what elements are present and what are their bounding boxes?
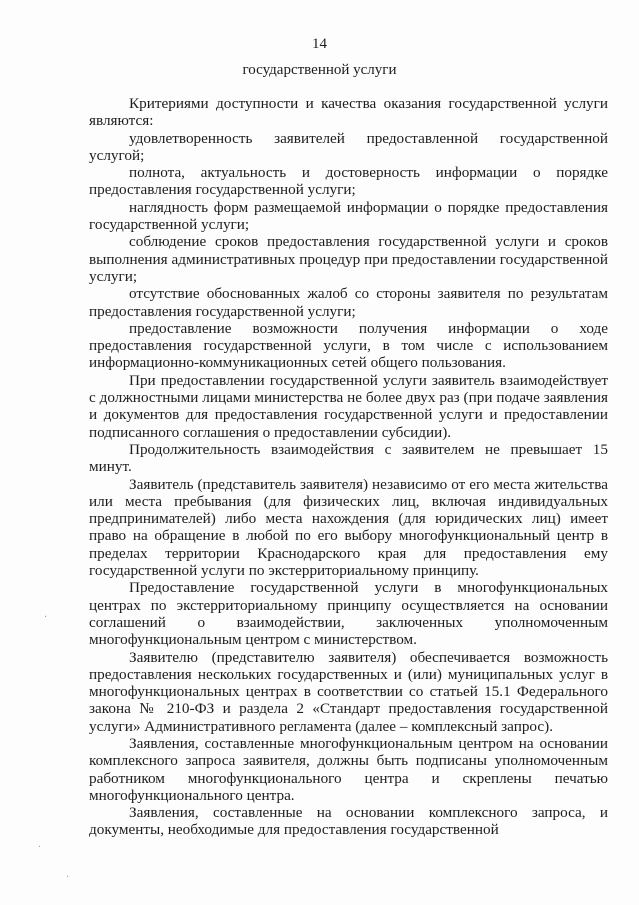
continued-heading: государственной услуги [242, 62, 397, 78]
paragraph-extraterritorial: Предоставление государственной услуги в многофункциональных центрах по экстерриториальному принципу осуществляется на основании соглашений о взаимодействии, заключенных уполномоченным многофункциональным центром с министерством. [89, 579, 608, 649]
paragraph-interaction-duration: Продолжительность взаимодействия с заявителем не превышает 15 минут. [89, 440, 608, 476]
scan-speck: · [66, 872, 70, 883]
scan-speck: · [38, 842, 42, 853]
paragraph-criteria-progress-info: предоставление возможности получения информации о ходе предоставления государственной услуги, в том числе с использованием информационно-коммуникационных сетей общего пользования. [89, 319, 608, 372]
paragraph-criteria-deadlines: соблюдение сроков предоставления государственной услуги и сроков выполнения административных процедур при предоставлении государственной услуги; [89, 233, 608, 285]
paragraph-criteria-no-complaints: отсутствие обоснованных жалоб со стороны заявителя по результатам предоставления государственной услуги; [89, 285, 608, 320]
paragraph-applications-signed: Заявления, составленные многофункциональным центром на основании комплексного запроса заявителя, должны быть подписаны уполномоченным работником многофункционального центра и скреплены печатью многофункционального центра. [89, 734, 608, 804]
paragraph-criteria-satisfaction: удовлетворенность заявителей предоставленной государственной услугой; [89, 129, 608, 164]
paragraph-criteria-clarity: наглядность форм размещаемой информации о порядке предоставления государственной услуги; [89, 198, 608, 234]
paragraph-criteria-intro: Критериями доступности и качества оказания государственной услуги являются: [89, 95, 608, 130]
paragraph-applicant-mfc-right: Заявитель (представитель заявителя) независимо от его места жительства или места пребывания (для физических лиц, включая индивидуальных предпринимателей) либо места нахождения (для юридических лиц) имеет право на обращение в любой по его выбору многофункциональный центр в пределах территории Краснодарского края для предоставления ему государственной услуги по экстерриториальному принципу. [89, 475, 608, 580]
scan-speck: · [44, 612, 48, 623]
paragraph-applications-documents: Заявления, составленные на основании комплексного запроса, и документы, необходимые для предоставления государственной [89, 804, 608, 839]
paragraph-criteria-completeness: полнота, актуальность и достоверность информации о порядке предоставления государственной услуги; [89, 164, 608, 199]
paragraph-interaction-count: При предоставлении государственной услуги заявитель взаимодействует с должностными лицами министерства не более двух раз (при подаче заявления и документов для предоставления государственной услуги и предоставлении подписанного соглашения о предоставлении субсидии). [89, 371, 608, 441]
document-body [89, 95, 608, 839]
page-number: 14 [312, 36, 327, 52]
paragraph-complex-request: Заявителю (представителю заявителя) обеспечивается возможность предоставления нескольких государственных и (или) муниципальных услуг в многофункциональных центрах в соответствии со статьей 15.1 Федерального закона № 210-ФЗ и раздела 2 «Стандарт предоставления государственной услуги» Административного регламента (далее – комплексный запрос). [89, 648, 608, 735]
